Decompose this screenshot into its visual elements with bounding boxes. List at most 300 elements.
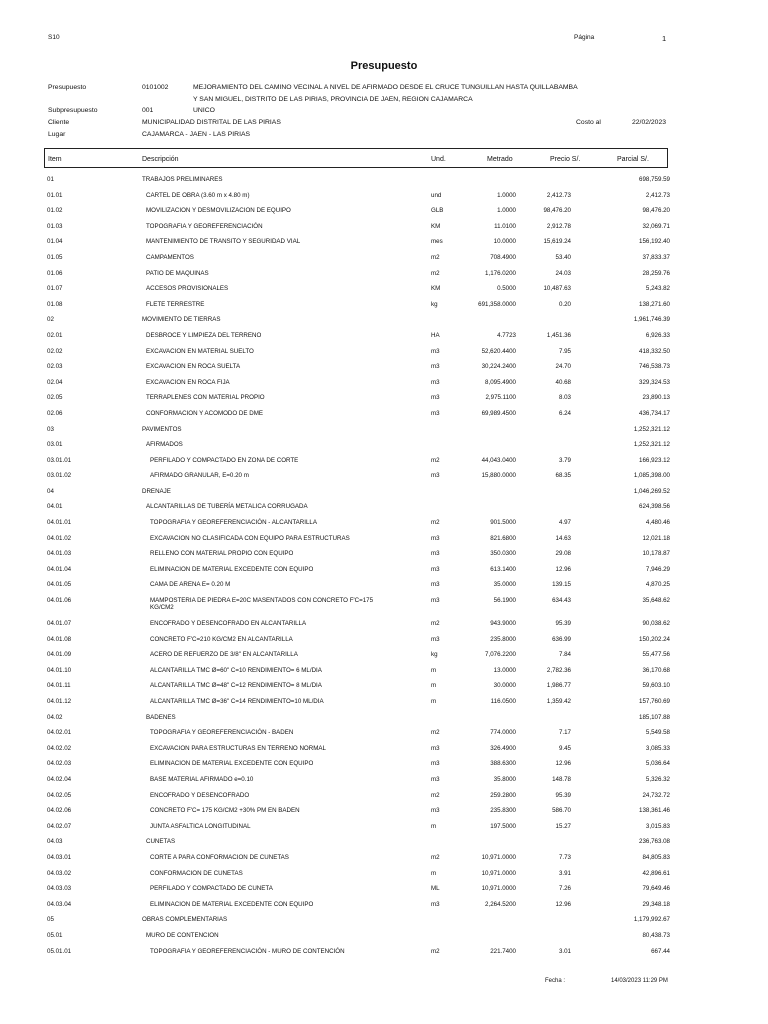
row-precio: 95.39 <box>555 791 571 799</box>
row-item-code: 05 <box>47 916 54 924</box>
row-metrado: 774.0000 <box>490 729 516 737</box>
table-row <box>0 424 768 440</box>
row-metrado: 52,620.4400 <box>481 347 516 355</box>
row-item-code: 04.02.02 <box>47 744 72 752</box>
row-description: EXCAVACION PARA ESTRUCTURAS EN TERRENO NORMAL <box>150 744 326 752</box>
row-item-code: 04.01.04 <box>47 565 72 573</box>
costo-label: Costo al <box>576 119 601 126</box>
row-parcial: 90,038.62 <box>642 620 670 628</box>
row-item-code: 03.01 <box>47 441 63 449</box>
row-item-code: 01.03 <box>47 222 63 230</box>
row-precio: 10,487.63 <box>543 285 571 293</box>
row-unit: m3 <box>431 635 440 643</box>
table-row <box>0 268 768 284</box>
row-parcial: 138,271.60 <box>639 300 670 308</box>
row-metrado: 8,095.4900 <box>485 378 516 386</box>
row-item-code: 04.01.05 <box>47 581 72 589</box>
row-item-code: 02 <box>47 316 54 324</box>
row-item-code: 04.02.05 <box>47 791 72 799</box>
row-parcial: 138,361.46 <box>639 807 670 815</box>
row-parcial: 746,538.73 <box>639 363 670 371</box>
row-metrado: 2,264.5200 <box>485 900 516 908</box>
subpresupuesto-code: 001 <box>142 107 154 114</box>
page-title: Presupuesto <box>350 60 418 72</box>
row-unit: m3 <box>431 347 440 355</box>
row-parcial: 1,252,321.12 <box>633 441 670 449</box>
row-metrado: 13.0000 <box>493 666 516 674</box>
lugar-value: CAJAMARCA - JAEN - LAS PIRIAS <box>142 131 251 138</box>
row-item-code: 04.02.01 <box>47 729 72 737</box>
table-row <box>0 836 768 852</box>
row-parcial: 6,926.33 <box>645 331 670 339</box>
row-metrado: 35.8000 <box>493 775 516 783</box>
row-metrado: 221.7400 <box>490 947 516 955</box>
row-description: CAMA DE ARENA E= 0.20 M <box>150 581 231 589</box>
row-parcial: 418,332.50 <box>639 347 670 355</box>
row-metrado: 259.2800 <box>490 791 516 799</box>
row-unit: kg <box>431 651 438 659</box>
table-row <box>0 930 768 946</box>
row-unit: KM <box>431 285 441 293</box>
row-description: TOPOGRAFIA Y GEOREFERENCIACIÓN - MURO DE CONTENCIÓN <box>150 947 345 955</box>
table-row <box>0 283 768 299</box>
row-description: CARTEL DE OBRA (3.60 m x 4.80 m) <box>146 191 250 199</box>
row-parcial: 3,085.33 <box>645 744 670 752</box>
row-unit: m3 <box>431 550 440 558</box>
row-item-code: 04.01.12 <box>47 698 72 705</box>
row-description: FLETE TERRESTRE <box>146 300 205 308</box>
row-parcial: 150,202.24 <box>639 635 670 643</box>
row-metrado: 10.0000 <box>493 238 516 246</box>
table-row <box>0 299 768 315</box>
row-description: MANTENIMIENTO DE TRANSITO Y SEGURIDAD VIAL <box>146 238 301 246</box>
row-item-code: 04.01.03 <box>47 550 72 558</box>
table-row <box>0 712 768 728</box>
row-description: PATIO DE MAQUINAS <box>146 269 209 277</box>
row-unit: m2 <box>431 456 440 464</box>
row-description: TOPOGRAFIA Y GEOREFERENCIACIÓN - BADEN <box>150 729 294 737</box>
table-row <box>0 883 768 899</box>
row-description: BADENES <box>146 713 176 721</box>
row-precio: 1,986.77 <box>546 682 571 690</box>
table-row <box>0 236 768 252</box>
table-row <box>0 618 768 634</box>
row-unit: KM <box>431 222 441 230</box>
row-description: ENCOFRADO Y DESENCOFRADO EN ALCANTARILLA <box>150 620 307 628</box>
row-parcial: 5,036.64 <box>645 760 670 768</box>
row-precio: 53.40 <box>555 253 571 261</box>
table-row <box>0 946 768 962</box>
cliente-label: Cliente <box>48 119 70 126</box>
row-item-code: 03.01.01 <box>47 456 72 464</box>
table-row <box>0 852 768 868</box>
row-precio: 12.96 <box>555 900 571 908</box>
row-description: PERFILADO Y COMPACTADO DE CUNETA <box>150 885 273 893</box>
subpresupuesto-description: UNICO <box>193 107 215 114</box>
row-unit: m3 <box>431 378 440 386</box>
row-unit: ML <box>431 885 440 893</box>
row-metrado: 4.7723 <box>497 331 516 339</box>
row-unit: m2 <box>431 620 440 628</box>
table-row <box>0 252 768 268</box>
row-description: TOPOGRAFIA Y GEOREFERENCIACIÓN - ALCANTARILLA <box>150 519 317 527</box>
row-parcial: 2,412.73 <box>645 191 670 199</box>
row-unit: m3 <box>431 775 440 783</box>
row-description: PAVIMENTOS <box>142 425 182 433</box>
row-precio: 7.17 <box>558 729 571 737</box>
row-description: ENCOFRADO Y DESENCOFRADO <box>150 791 250 799</box>
row-metrado: 10,971.0000 <box>481 885 516 893</box>
row-precio: 12.96 <box>555 565 571 573</box>
row-unit: mes <box>431 238 443 246</box>
row-parcial: 329,324.53 <box>639 378 670 386</box>
row-parcial: 1,046,269.52 <box>633 487 670 495</box>
table-row <box>0 330 768 346</box>
row-description: CAMPAMENTOS <box>146 253 194 261</box>
row-unit: m <box>431 682 437 690</box>
row-parcial: 29,348.18 <box>642 900 670 908</box>
row-precio: 7.73 <box>558 853 571 861</box>
row-parcial: 7,946.29 <box>645 565 670 573</box>
row-description: CONCRETO F'C= 175 KG/CM2 +30% PM EN BADEN <box>150 807 300 815</box>
row-unit: m2 <box>431 791 440 799</box>
row-item-code: 04.01.06 <box>47 597 72 605</box>
row-unit: GLB <box>431 207 444 215</box>
row-unit: m2 <box>431 519 440 527</box>
presupuesto-description: MEJORAMIENTO DEL CAMINO VECINAL A NIVEL DE AFIRMADO DESDE EL CRUCE TUNGUILLAN HASTA QUILLABAMBA Y SAN MIGUEL, DISTRITO DE LAS PIRIAS, PROVINCIA DE JAEN, REGION CAJAMARCA <box>193 84 578 103</box>
row-item-code: 01.06 <box>47 269 63 277</box>
row-description: TOPOGRAFIA Y GEOREFERENCIACIÓN <box>146 222 263 230</box>
row-precio: 4.97 <box>558 519 571 527</box>
row-description: ACERO DE REFUERZO DE 3/8" EN ALCANTARILLA <box>150 651 298 659</box>
row-description: ELIMINACION DE MATERIAL EXCEDENTE CON EQUIPO <box>150 900 314 908</box>
row-item-code: 05.01 <box>47 931 63 939</box>
row-item-code: 02.06 <box>47 409 63 417</box>
table-row <box>0 548 768 564</box>
col-item: Item <box>48 156 62 163</box>
row-parcial: 37,833.37 <box>642 253 670 261</box>
row-precio: 636.99 <box>552 635 571 643</box>
row-description: MOVIMIENTO DE TIERRAS <box>142 316 221 324</box>
table-row <box>0 314 768 330</box>
row-parcial: 1,961,746.39 <box>633 316 670 324</box>
table-row <box>0 868 768 884</box>
row-parcial: 35,648.62 <box>642 597 670 605</box>
costo-date: 22/02/2023 <box>632 119 667 126</box>
table-row <box>0 346 768 362</box>
row-parcial: 84,805.83 <box>642 853 670 861</box>
row-metrado: 0.5000 <box>497 285 516 293</box>
row-metrado: 326.4900 <box>490 744 516 752</box>
row-item-code: 04.01.07 <box>47 620 72 628</box>
row-item-code: 04.01 <box>47 503 63 511</box>
row-parcial: 5,549.58 <box>645 729 670 737</box>
row-precio: 24.70 <box>555 363 571 371</box>
row-precio: 2,782.36 <box>546 666 571 674</box>
table-row <box>0 805 768 821</box>
row-item-code: 05.01.01 <box>47 947 72 955</box>
table-row <box>0 680 768 696</box>
row-unit: m3 <box>431 597 440 605</box>
table-row <box>0 758 768 774</box>
row-item-code: 01.02 <box>47 207 63 215</box>
table-row <box>0 392 768 408</box>
row-unit: m2 <box>431 947 440 955</box>
row-description: CORTE A PARA CONFORMACION DE CUNETAS <box>150 853 289 861</box>
row-metrado: 1,176.0200 <box>485 269 516 277</box>
table-row <box>0 649 768 665</box>
row-parcial: 4,870.25 <box>645 581 670 589</box>
table-row <box>0 564 768 580</box>
row-precio: 29.08 <box>555 550 571 558</box>
row-description: AFIRMADOS <box>146 441 183 449</box>
row-item-code: 03.01.02 <box>47 472 72 480</box>
row-parcial: 79,649.46 <box>642 885 670 893</box>
row-description: MAMPOSTERIA DE PIEDRA E=20C MASENTADOS CON CONCRETO F'C=175 KG/CM2 <box>150 597 374 612</box>
row-precio: 2,912.78 <box>546 222 571 230</box>
row-description: TRABAJOS PRELIMINARES <box>142 176 223 183</box>
row-unit: m <box>431 869 437 877</box>
row-description: BASE MATERIAL AFIRMADO e=0.10 <box>150 775 254 783</box>
row-metrado: 116.0500 <box>490 698 516 705</box>
row-parcial: 667.44 <box>651 947 670 955</box>
row-parcial: 236,763.08 <box>639 838 670 846</box>
table-row <box>0 899 768 915</box>
row-parcial: 23,890.13 <box>642 394 670 402</box>
row-unit: m3 <box>431 409 440 417</box>
row-precio: 8.03 <box>558 394 571 402</box>
row-item-code: 04.01.11 <box>47 682 71 690</box>
row-description: TERRAPLENES CON MATERIAL PROPIO <box>146 394 265 402</box>
table-row <box>0 821 768 837</box>
table-row <box>0 743 768 759</box>
row-parcial: 436,734.17 <box>639 409 670 417</box>
table-row <box>0 665 768 681</box>
table-row <box>0 533 768 549</box>
row-description: DRENAJE <box>142 487 171 495</box>
row-parcial: 98,476.20 <box>642 207 670 215</box>
row-unit: m3 <box>431 363 440 371</box>
row-metrado: 691,358.0000 <box>478 300 516 308</box>
row-parcial: 5,243.82 <box>645 285 670 293</box>
row-unit: und <box>431 191 442 199</box>
table-row <box>0 634 768 650</box>
row-item-code: 04.02.04 <box>47 775 72 783</box>
row-metrado: 235.8000 <box>490 635 516 643</box>
table-row <box>0 579 768 595</box>
row-description: EXCAVACION EN MATERIAL SUELTO <box>146 347 254 355</box>
table-row <box>0 439 768 455</box>
table-row <box>0 377 768 393</box>
row-metrado: 1.0000 <box>497 207 516 215</box>
row-precio: 7.84 <box>558 651 571 659</box>
row-description: ALCANTARILLA TMC Ø=60" C=10 RENDIMIENTO= 6 ML/DIA <box>150 666 322 674</box>
row-description: EXCAVACION EN ROCA FIJA <box>146 378 230 386</box>
row-unit: m2 <box>431 269 440 277</box>
row-parcial: 166,923.12 <box>639 456 670 464</box>
row-description: ELIMINACION DE MATERIAL EXCEDENTE CON EQUIPO <box>150 760 314 768</box>
row-metrado: 708.4900 <box>490 253 516 261</box>
row-precio: 15,619.24 <box>543 238 571 246</box>
row-description: JUNTA ASFALTICA LONGITUDINAL <box>150 822 251 830</box>
row-description: CONFORMACION Y ACOMODO DE DME <box>146 409 263 417</box>
row-item-code: 02.01 <box>47 331 63 339</box>
row-parcial: 36,170.68 <box>642 666 670 674</box>
row-parcial: 55,477.56 <box>642 651 670 659</box>
row-precio: 2,412.73 <box>546 191 571 199</box>
row-item-code: 04 <box>47 487 54 495</box>
row-parcial: 624,398.56 <box>639 503 670 511</box>
row-metrado: 11.0100 <box>494 222 516 230</box>
row-unit: m <box>431 666 437 674</box>
budget-table <box>0 174 768 961</box>
cliente-value: MUNICIPALIDAD DISTRITAL DE LAS PIRIAS <box>142 119 281 126</box>
row-parcial: 5,326.32 <box>645 775 670 783</box>
table-row <box>0 205 768 221</box>
row-precio: 7.95 <box>558 347 571 355</box>
row-description: DESBROCE Y LIMPIEZA DEL TERRENO <box>146 331 262 339</box>
software-tag: S10 <box>48 34 60 41</box>
row-metrado: 69,989.4500 <box>481 409 516 417</box>
row-description: MURO DE CONTENCION <box>146 931 219 939</box>
row-item-code: 01.04 <box>47 238 63 246</box>
row-precio: 12.96 <box>555 760 571 768</box>
page-label: Página <box>574 34 595 41</box>
row-item-code: 01.07 <box>47 285 63 293</box>
subpresupuesto-label: Subpresupuesto <box>48 107 98 114</box>
row-precio: 95.39 <box>555 620 571 628</box>
footer-date: 14/03/2023 11:29 PM <box>611 978 668 984</box>
row-unit: m3 <box>431 807 440 815</box>
row-item-code: 03 <box>47 425 54 433</box>
table-row <box>0 470 768 486</box>
table-row <box>0 727 768 743</box>
row-unit: m3 <box>431 394 440 402</box>
row-item-code: 02.02 <box>47 347 63 355</box>
row-precio: 40.68 <box>555 378 571 386</box>
row-item-code: 01.08 <box>47 300 63 308</box>
row-item-code: 04.02.03 <box>47 760 72 768</box>
row-item-code: 04.01.02 <box>47 534 72 542</box>
row-description: CONFORMACION DE CUNETAS <box>150 869 243 877</box>
row-item-code: 02.05 <box>47 394 63 402</box>
row-item-code: 04.01.09 <box>47 651 72 659</box>
row-precio: 148.78 <box>552 775 571 783</box>
row-metrado: 613.1400 <box>490 565 516 573</box>
row-unit: m3 <box>431 760 440 768</box>
row-unit: m3 <box>431 472 440 480</box>
presupuesto-label: Presupuesto <box>48 84 87 91</box>
row-parcial: 1,252,321.12 <box>633 425 670 433</box>
row-parcial: 59,603.10 <box>642 682 670 690</box>
row-metrado: 235.8300 <box>490 807 516 815</box>
row-item-code: 01.01 <box>47 191 63 199</box>
row-metrado: 197.5000 <box>490 822 516 830</box>
row-item-code: 01 <box>47 176 54 183</box>
row-unit: m <box>431 698 437 705</box>
row-description: OBRAS COMPLEMENTARIAS <box>142 916 228 924</box>
row-item-code: 04.02.07 <box>47 822 72 830</box>
table-row <box>0 174 768 190</box>
row-precio: 24.03 <box>555 269 571 277</box>
row-precio: 3.91 <box>558 869 571 877</box>
row-precio: 6.24 <box>558 409 571 417</box>
row-description: ALCANTARILLAS DE TUBERÍA METALICA CORRUGADA <box>146 503 308 511</box>
row-precio: 139.15 <box>552 581 571 589</box>
row-unit: m3 <box>431 565 440 573</box>
row-metrado: 7,076.2200 <box>485 651 516 659</box>
row-parcial: 80,438.73 <box>642 931 670 939</box>
row-parcial: 698,759.59 <box>639 176 670 183</box>
row-parcial: 32,069.71 <box>642 222 670 230</box>
row-parcial: 156,192.40 <box>639 238 670 246</box>
row-description: ALCANTARILLA TMC Ø=48" C=12 RENDIMIENTO= 8 ML/DIA <box>150 682 322 690</box>
table-row <box>0 486 768 502</box>
row-metrado: 56.1900 <box>493 597 516 605</box>
row-parcial: 157,760.69 <box>639 698 670 705</box>
row-unit: m <box>431 822 437 830</box>
row-parcial: 42,896.61 <box>642 869 670 877</box>
row-precio: 1,359.42 <box>546 698 571 705</box>
row-description: CONCRETO F'C=210 KG/CM2 EN ALCANTARILLA <box>150 635 293 643</box>
row-description: AFIRMADO GRANULAR, E=0.20 m <box>150 472 249 480</box>
col-description: Descripción <box>142 156 179 163</box>
row-unit: m2 <box>431 853 440 861</box>
footer-date-label: Fecha : <box>545 978 566 984</box>
row-metrado: 15,880.0000 <box>481 472 516 480</box>
row-item-code: 02.03 <box>47 363 63 371</box>
row-metrado: 388.6300 <box>490 760 516 768</box>
row-metrado: 30,224.2400 <box>481 363 516 371</box>
row-parcial: 24,732.72 <box>642 791 670 799</box>
row-precio: 3.79 <box>558 456 571 464</box>
row-item-code: 02.04 <box>47 378 63 386</box>
row-metrado: 35.0000 <box>493 581 516 589</box>
row-item-code: 04.02 <box>47 713 63 721</box>
row-precio: 586.70 <box>552 807 571 815</box>
row-item-code: 04.03.02 <box>47 869 72 877</box>
row-description: PERFILADO Y COMPACTADO EN ZONA DE CORTE <box>150 456 299 464</box>
row-description: RELLENO CON MATERIAL PROPIO CON EQUIPO <box>150 550 294 558</box>
table-row <box>0 190 768 206</box>
table-row <box>0 221 768 237</box>
row-parcial: 12,021.18 <box>642 534 670 542</box>
row-description: ACCESOS PROVISIONALES <box>146 285 229 293</box>
row-metrado: 901.5000 <box>490 519 516 527</box>
table-row <box>0 790 768 806</box>
row-parcial: 1,085,398.00 <box>633 472 670 480</box>
table-row <box>0 408 768 424</box>
page-number: 1 <box>662 34 667 43</box>
presupuesto-code: 0101002 <box>142 84 169 91</box>
row-unit: m2 <box>431 253 440 261</box>
row-parcial: 10,178.87 <box>642 550 670 558</box>
row-unit: m3 <box>431 534 440 542</box>
row-precio: 0.20 <box>558 300 571 308</box>
row-precio: 14.63 <box>555 534 571 542</box>
row-precio: 15.27 <box>555 822 571 830</box>
row-metrado: 10,971.0000 <box>481 869 516 877</box>
row-precio: 634.43 <box>552 597 571 605</box>
row-unit: m3 <box>431 581 440 589</box>
row-metrado: 44,043.0400 <box>481 456 516 464</box>
table-row <box>0 595 768 618</box>
row-unit: m2 <box>431 729 440 737</box>
row-precio: 3.01 <box>558 947 571 955</box>
row-parcial: 3,015.83 <box>645 822 670 830</box>
col-precio: Precio S/. <box>550 156 581 163</box>
row-parcial: 4,480.46 <box>645 519 670 527</box>
